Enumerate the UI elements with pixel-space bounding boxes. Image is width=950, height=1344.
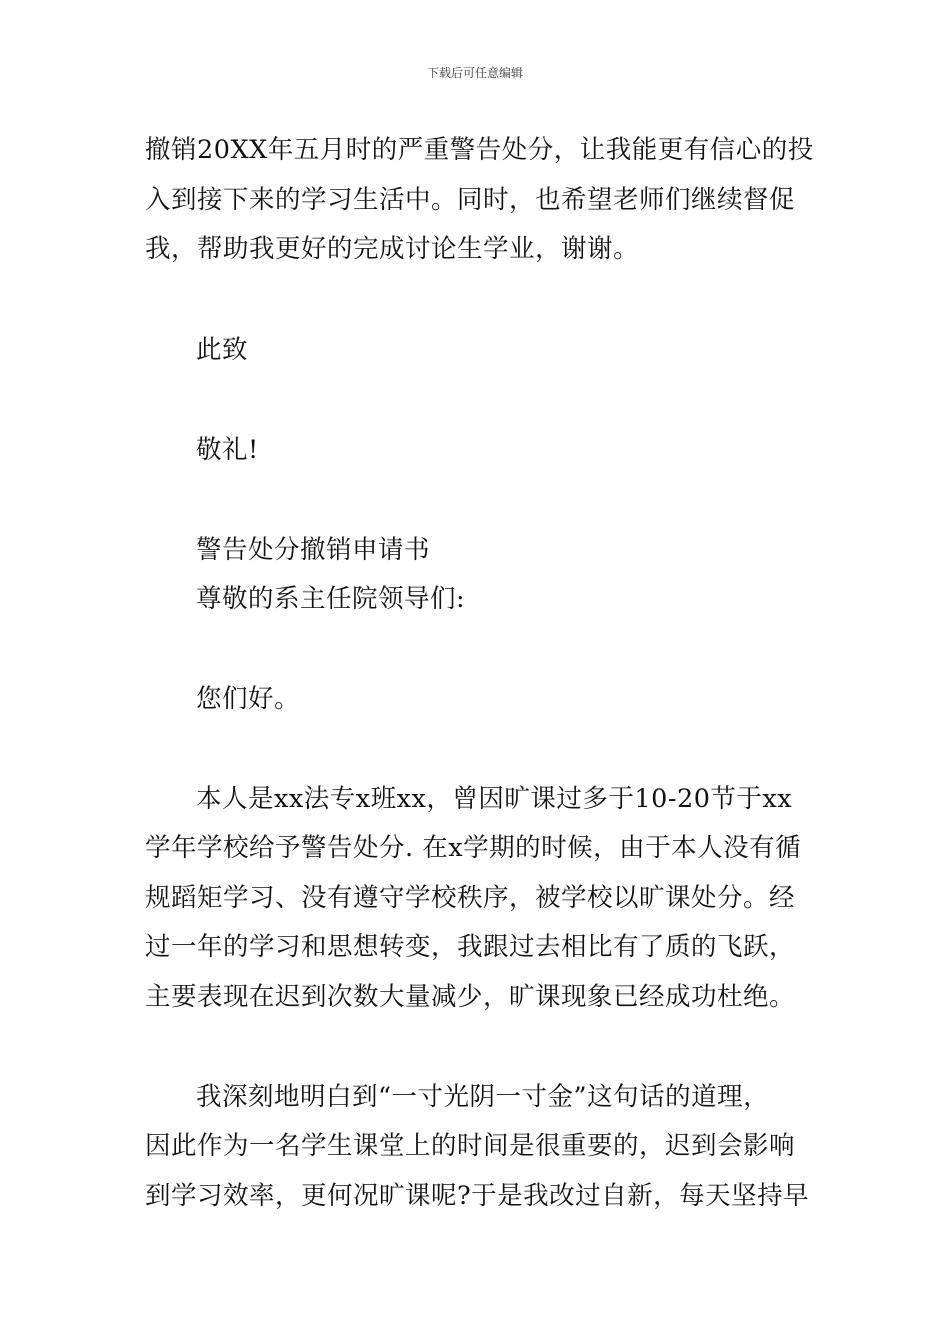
document-title: 警告处分撤销申请书 [196,535,431,565]
addressee: 尊敬的系主任院领导们: [196,584,466,614]
paragraph-line-5: 主要表现在迟到次数大量减少，旷课现象已经成功杜绝。 [145,982,796,1012]
page-header: 下载后可任意编辑 [426,66,523,80]
paragraph2-line-2: 因此作为一名学生课堂上的时间是很重要的，迟到会影响 [145,1131,796,1161]
paragraph-line-3: 规蹈矩学习、没有遵守学校秩序，被学校以旷课处分。经 [145,883,796,913]
paragraph-line-1: 本人是xx法专x班xx，曾因旷课过多于10-20节于xx [196,784,793,814]
paragraph2-line-1: 我深刻地明白到“一寸光阴一寸金”这句话的道理， [196,1082,770,1112]
paragraph-line-4: 过一年的学习和思想转变，我跟过去相比有了质的飞跃， [145,932,796,962]
paragraph-line-2: 学年学校给予警告处分. 在x学期的时候，由于本人没有循 [145,833,802,863]
body-line-3: 我，帮助我更好的完成讨论生学业，谢谢。 [145,234,640,264]
paragraph2-line-3: 到学习效率，更何况旷课呢?于是我改过自新，每天坚持早 [145,1181,810,1211]
body-line-1: 撤销20XX年五月时的严重警告处分，让我能更有信心的投 [145,135,814,165]
greeting: 您们好。 [196,684,301,714]
closing-regards: 敬礼! [196,435,259,465]
body-line-2: 入到接下来的学习生活中。同时，也希望老师们继续督促 [145,185,796,215]
closing-salutation: 此致 [196,335,249,365]
